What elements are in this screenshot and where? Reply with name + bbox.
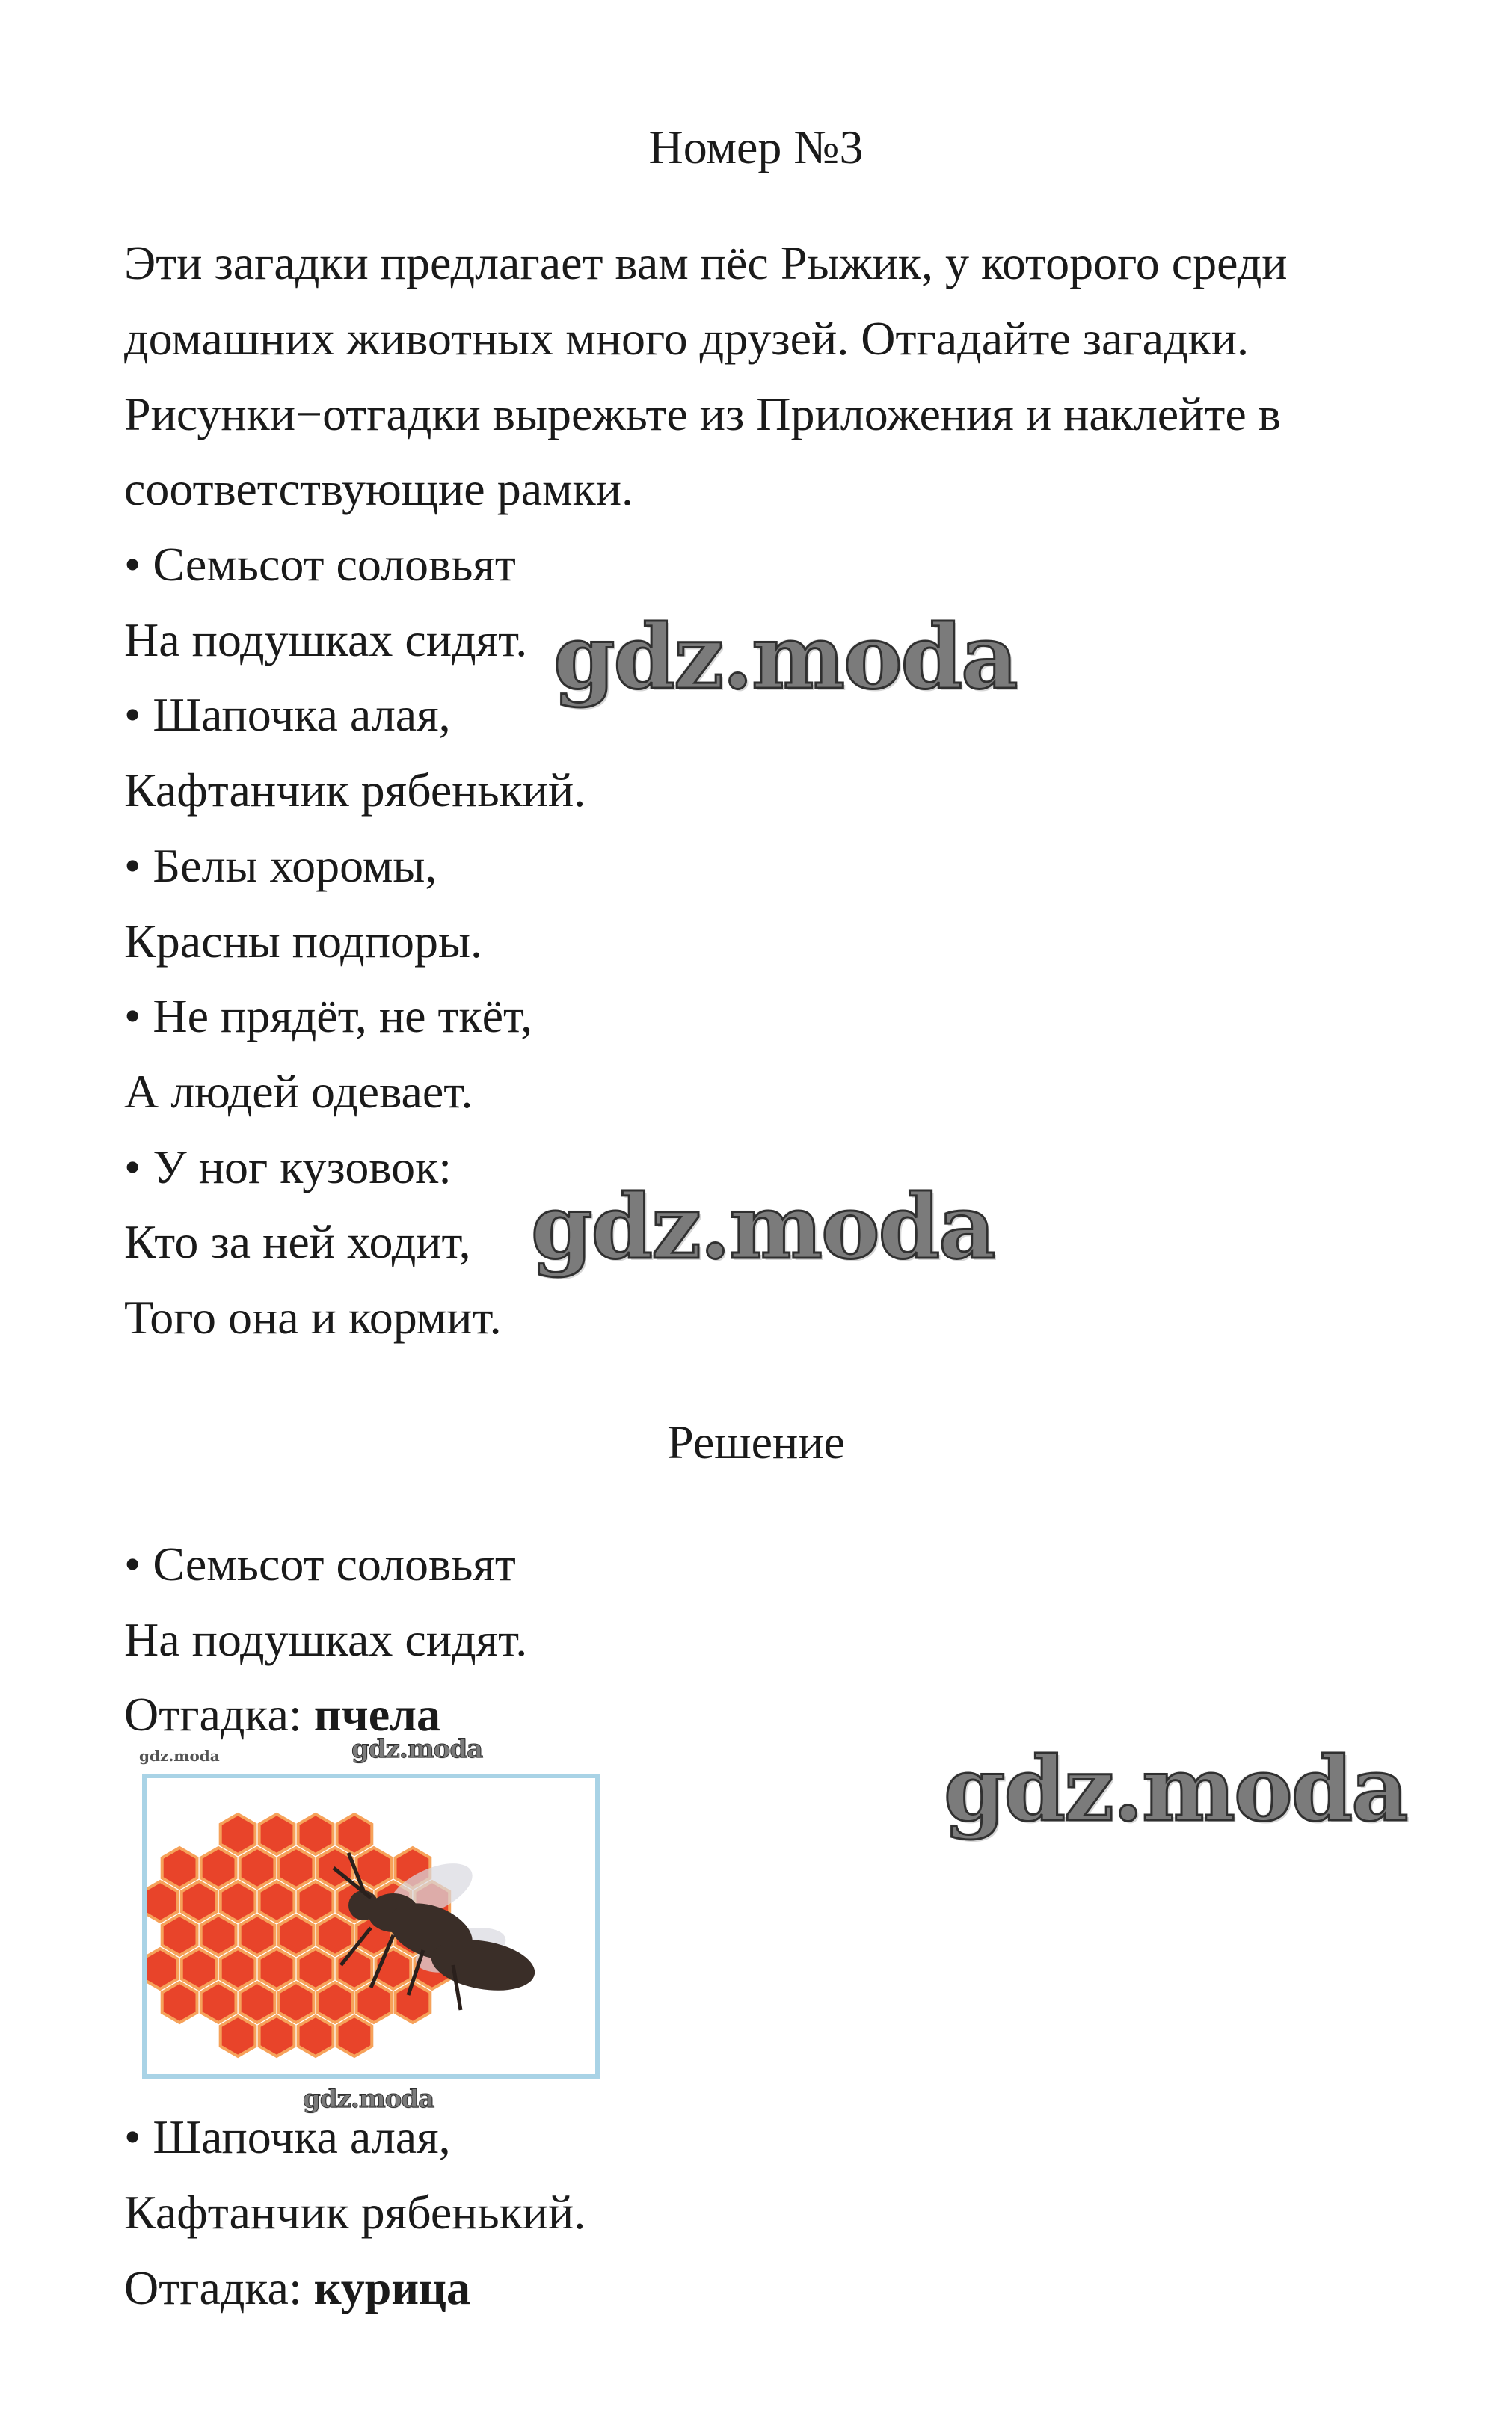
honeycomb-cell xyxy=(279,1915,314,1955)
watermark: gdz.moda xyxy=(553,605,1017,709)
watermark: gdz.moda xyxy=(351,1734,483,1764)
honeycomb-cell xyxy=(318,1982,353,2023)
watermark: gdz.moda xyxy=(944,1737,1407,1841)
honeycomb-cell xyxy=(337,1949,372,1989)
honeycomb-cell xyxy=(147,1949,178,1989)
intro-line: соответствующие рамки. xyxy=(124,462,633,515)
answer-line xyxy=(124,1688,440,1741)
answer-word: пчела xyxy=(313,1688,440,1741)
riddle-line: Кафтанчик рябенький. xyxy=(124,763,586,817)
honeycomb-cell xyxy=(162,1982,197,2023)
riddle-line: • Шапочка алая, xyxy=(124,688,451,741)
bee-on-honeycomb-image xyxy=(147,1778,595,2074)
answer-label: Отгадка: xyxy=(124,1688,314,1741)
answer-word: курица xyxy=(313,2261,471,2314)
honeycomb-cell xyxy=(240,1982,275,2023)
honeycomb-cell xyxy=(201,1915,236,1955)
honeycomb-cell xyxy=(396,1982,431,2023)
honeycomb-cell xyxy=(298,1814,334,1854)
honeycomb-cell xyxy=(298,2016,334,2056)
honeycomb-cell xyxy=(337,1814,372,1854)
honeycomb-cell xyxy=(279,1848,314,1888)
honeycomb-cell xyxy=(318,1915,353,1955)
honeycomb-cell xyxy=(279,1982,314,2023)
honeycomb-cell xyxy=(147,1881,178,1922)
honeycomb-cell xyxy=(259,1814,295,1854)
honeycomb-cell xyxy=(162,1915,197,1955)
honeycomb-cell xyxy=(221,1814,256,1854)
solution-title: Решение xyxy=(667,1416,845,1469)
answer-riddle-line: Кафтанчик рябенький. xyxy=(124,2186,586,2239)
intro-line: Рисунки−отгадки вырежьте из Приложения и наклейте в xyxy=(124,387,1281,440)
page-title: Номер №3 xyxy=(648,120,864,173)
honeycomb-cell xyxy=(221,1881,256,1922)
riddle-line: Того она и кормит. xyxy=(124,1291,502,1344)
honeycomb-cell xyxy=(259,1949,295,1989)
honeycomb-cell xyxy=(357,1982,392,2023)
riddle-line: На подушках сидят. xyxy=(124,613,528,666)
honeycomb-cell xyxy=(298,1881,334,1922)
answer-label: Отгадка: xyxy=(124,2261,314,2314)
riddle-line: А людей одевает. xyxy=(124,1065,473,1118)
honeycomb-cell xyxy=(201,1982,236,2023)
riddle-line: Красны подпоры. xyxy=(124,915,482,968)
answer-riddle-line: • Семьсот соловьят xyxy=(124,1537,516,1591)
honeycomb-cell xyxy=(376,1949,411,1989)
answer-picture-frame xyxy=(142,1774,600,2079)
honeycomb-cell xyxy=(259,1881,295,1922)
riddle-line: • Белы хоромы, xyxy=(124,839,437,892)
watermark: gdz.moda xyxy=(139,1747,220,1765)
honeycomb-cell xyxy=(298,1949,334,1989)
answer-line xyxy=(124,2261,471,2314)
riddle-line: • Не прядёт, не ткёт, xyxy=(124,989,533,1042)
honeycomb-cell xyxy=(240,1915,275,1955)
answer-riddle-line: • Шапочка алая, xyxy=(124,2110,451,2163)
watermark: gdz.moda xyxy=(531,1175,995,1279)
honeycomb-cell xyxy=(182,1949,217,1989)
honeycomb-cell xyxy=(337,2016,372,2056)
riddle-line: Кто за ней ходит, xyxy=(124,1215,471,1268)
honeycomb-cell xyxy=(221,1949,256,1989)
honeycomb-cell xyxy=(259,2016,295,2056)
intro-line: Эти загадки предлагает вам пёс Рыжик, у которого среди xyxy=(124,236,1288,289)
watermark: gdz.moda xyxy=(303,2084,434,2114)
answer-riddle-line: На подушках сидят. xyxy=(124,1613,528,1666)
honeycomb-cell xyxy=(221,2016,256,2056)
riddle-line: • У ног кузовок: xyxy=(124,1140,452,1193)
honeycomb-cell xyxy=(162,1848,197,1888)
honeycomb-cell xyxy=(240,1848,275,1888)
honeycomb-cell xyxy=(182,1881,217,1922)
honeycomb-cell xyxy=(201,1848,236,1888)
riddle-line: • Семьсот соловьят xyxy=(124,538,516,591)
intro-line: домашних животных много друзей. Отгадайте загадки. xyxy=(124,312,1249,365)
